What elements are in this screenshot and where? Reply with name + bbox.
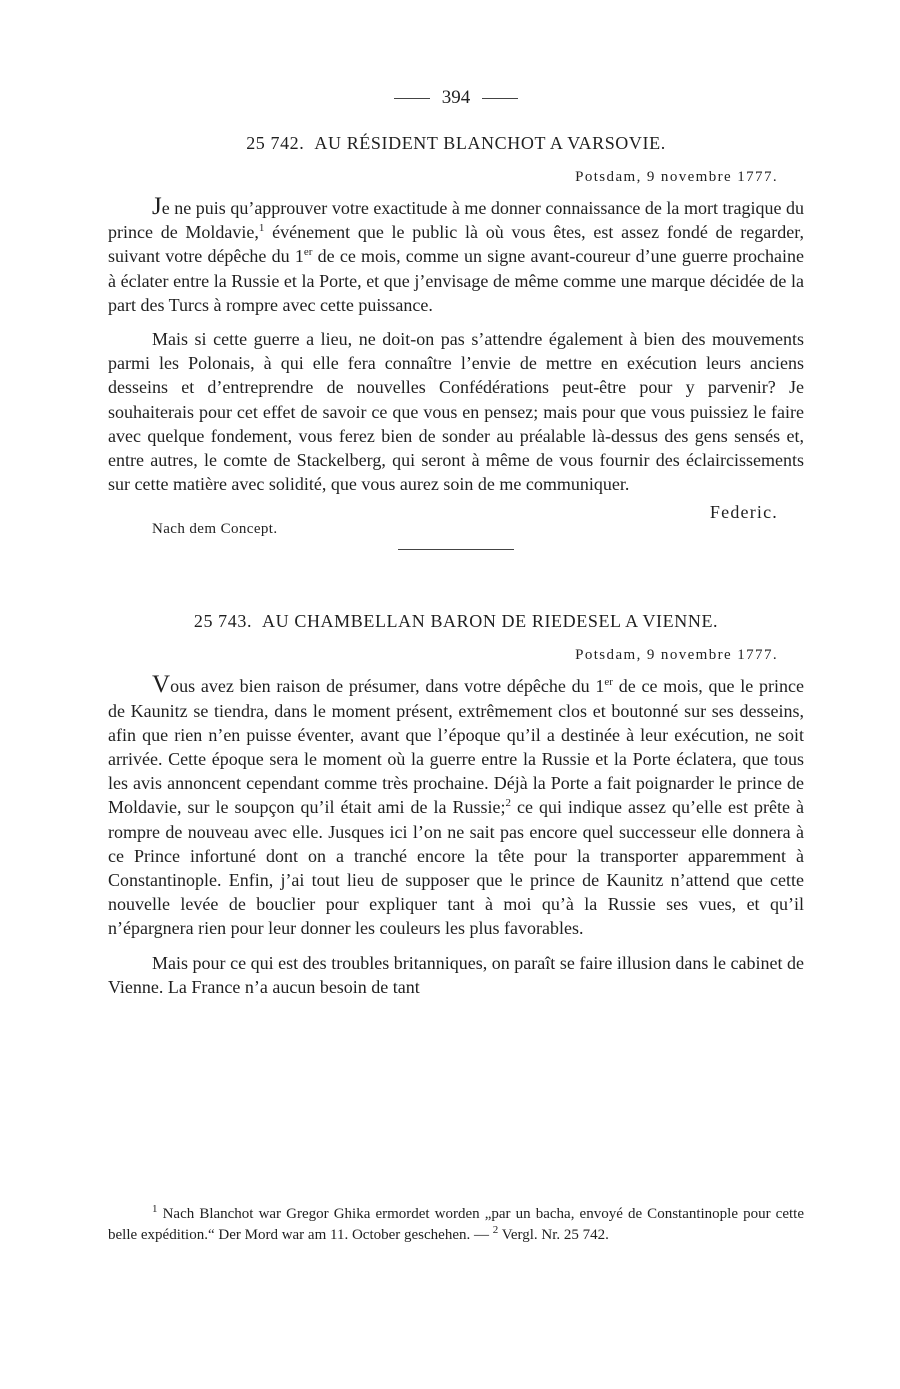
letter-25742 (108, 130, 804, 550)
paragraph-text: de ce mois, que le prince de Kaunitz se tiendra, dans le moment présent, extrêmement clos et boutonné sur ses desseins, afin que rien n’en puisse éventer, avant que l’époque qu’il a destinée à leur exécution, ne soit arrivée. Cette époque sera le moment où la guerre entre la Russie et la Porte éclatera, que tous les avis annoncent cependant comme très prochaine. Déjà la Porte a fait poignarder le prince de Moldavie, sur le soupçon qu’il était ami de la Russie; (108, 676, 804, 818)
footnote-text: Vergl. Nr. 25 742. (498, 1227, 609, 1243)
header-rule-left (394, 98, 430, 99)
footnote-mark: 2 (492, 1224, 499, 1236)
drop-initial: J (152, 193, 162, 220)
paragraph-text: e ne puis qu’approuver votre exactitude à me donner connaissance de la mort tragique du prince de Moldavie, (108, 198, 804, 243)
letter-dateline: Potsdam, 9 novembre 1777. (575, 647, 778, 664)
ordinal-superscript: er (303, 246, 313, 259)
letter-number: 25 743. (193, 611, 253, 632)
signature: Federic. (709, 502, 778, 523)
letter-dateline: Potsdam, 9 novembre 1777. (575, 169, 778, 185)
section-divider (398, 549, 514, 550)
paragraph-text: ous avez bien raison de présumer, dans votre dépêche du 1 (170, 676, 605, 697)
paragraph-text: événement que le public là où vous êtes, est assez fondé de regarder, suivant votre dépêche du 1 (108, 222, 804, 267)
page-header (108, 84, 804, 112)
drop-initial: V (152, 671, 171, 699)
letter-paragraph (108, 671, 804, 940)
letter-title: AU RÉSIDENT BLANCHOT A VARSOVIE. (314, 133, 666, 153)
letter-heading (108, 608, 804, 634)
source-note: Nach dem Concept. (152, 521, 278, 538)
header-rule-right (482, 98, 518, 99)
footnote-ref: 2 (505, 797, 512, 810)
letter-paragraph (108, 193, 804, 317)
letter-title: AU CHAMBELLAN BARON DE RIEDESEL A VIENNE. (262, 611, 719, 632)
paragraph-text: ce qui indique assez qu’elle est prête à rompre de nouveau avec elle. Jusques ici l’on ne sait pas encore quel successeur elle donnera à ce Prince infortuné dont on a tranché encore la tête pour la transporter apparemment à Constantinople. Enfin, j’ai tout lieu de supposer que le prince de Kaunitz n’attend que cette nouvelle levée de bouclier pour expliquer tant à moi qu’à la Russie ses vues, et qu’il n’épargnera rien pour leur donner les couleurs les plus favorables. (108, 797, 804, 939)
ordinal-superscript: er (604, 676, 613, 689)
letter-paragraph: Mais si cette guerre a lieu, ne doit-on pas s’attendre également à bien des mouvements parmi les Polonais, à qui elle fera connaître l’envie de mettre en exécution leurs anciens desseins et d’entreprendre de nouvelles Confédérations peut-être pour y parvenir? Je souhaiterais pour cet effet de savoir ce que vous en pensez; mais pour que vous puissiez le faire avec quelque fondement, vous ferez bien de sonder au préalable là-dessus des gens sensés et, entre autres, le comte de Stackelberg, qui seront à même de vous fournir des éclaircissements sur cette matière avec solidité, que vous aurez soin de me communiquer. (108, 329, 804, 495)
footnotes (108, 1204, 804, 1246)
letter-25743 (108, 608, 804, 999)
footnote (108, 1204, 804, 1246)
letter-paragraph: Mais pour ce qui est des troubles britanniques, on paraît se faire illusion dans le cabinet de Vienne. La France n’a aucun besoin de tant (108, 952, 804, 997)
letter-number: 25 742. (246, 133, 305, 153)
page-number: 394 (441, 87, 471, 108)
footnote-mark: 1 (152, 1203, 158, 1215)
page (108, 84, 804, 999)
footnote-text: Nach Blanchot war Gregor Ghika ermordet worden „par un bacha, envoyé de Constantinople pour cette belle expédition.“ Der Mord war am 11. October geschehen. — (108, 1206, 804, 1243)
footnote-ref: 1 (258, 222, 265, 235)
letter-heading (108, 130, 804, 156)
paragraph-text: de ce mois, comme un signe avant-coureur d’une guerre prochaine à éclater entre la Russie et la Porte, et que j’envisage de même comme une marque décidée de la part des Turcs à rompre avec cette puissance. (108, 246, 804, 315)
